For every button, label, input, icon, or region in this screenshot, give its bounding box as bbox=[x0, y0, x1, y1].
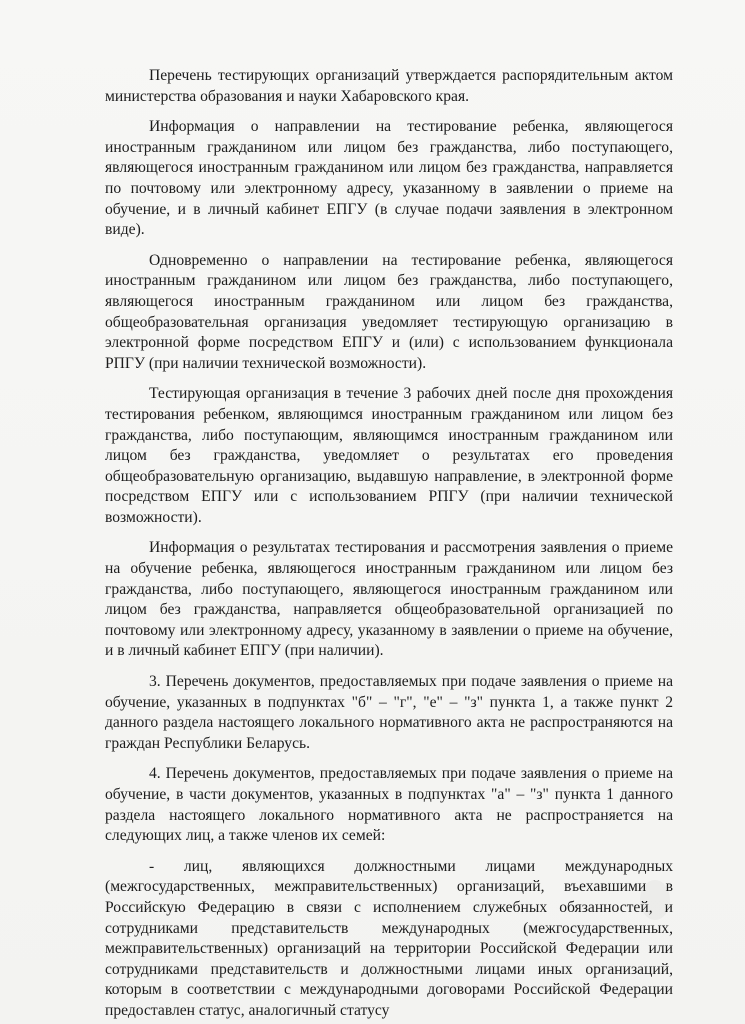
document-body bbox=[105, 66, 673, 1022]
paragraph-international-officials: - лиц, являющихся должностными лицами международных (межгосударственных, межправительственных) организаций, въехавшими в Российскую Федерацию в связи с исполнением служебных обязанностей, и сотрудниками представительств международных (межгосударственных, межправительственных) организаций на территории Российской Федерации или сотрудниками представительств и должностными лицами иных организаций, которым в соответствии с международными договорами Российской Федерации предоставлен статус, аналогичный статусу bbox=[105, 857, 673, 1019]
paragraph-simultaneous-notification: Одновременно о направлении на тестирование ребенка, являющегося иностранным гражданином или лицом без гражданства, либо поступающего, являющегося иностранным гражданином или лицом без гражданства, общеобразовательная организация уведомляет тестирующую организацию в электронной форме посредством ЕПГУ и (или) с использованием функционала РПГУ (при наличии технической возможности). bbox=[105, 251, 673, 372]
paragraph-testing-orgs-list: Перечень тестирующих организаций утверждается распорядительным актом министерства образования и науки Хабаровского края. bbox=[105, 67, 673, 105]
paragraph-results-information: Информация о результатах тестирования и рассмотрения заявления о приеме на обучение ребенка, являющегося иностранным гражданином или лицом без гражданства, либо поступающего, являющегося иностранным гражданином или лицом без гражданства, направляется общеобразовательной организацией по почтовому или электронному адресу, указанному в заявлении о приеме на обучение, и в личный кабинет ЕПГУ (при наличии). bbox=[105, 539, 673, 660]
paragraph-testing-results-notice: Тестирующая организация в течение 3 рабочих дней после дня прохождения тестирования ребенком, являющимся иностранным гражданином или лицом без гражданства, либо поступающим, являющимся иностранным гражданином или лицом без гражданства, уведомляет о результатах его проведения общеобразовательную организацию, выдавшую направление, в электронной форме посредством ЕПГУ или с использованием РПГУ (при наличии технической возможности). bbox=[105, 385, 673, 526]
paragraph-testing-referral-info: Информация о направлении на тестирование ребенка, являющегося иностранным гражданином или лицом без гражданства, либо поступающего, являющегося иностранным гражданином или лицом без гражданства, направляется по почтовому или электронному адресу, указанному в заявлении о приеме на обучение, и в личный кабинет ЕПГУ (в случае подачи заявления в электронном виде). bbox=[105, 118, 673, 239]
paragraph-clause-4-exemptions: 4. Перечень документов, предоставляемых при подаче заявления о приеме на обучение, в части документов, указанных в подпунктах "а" – "з" пункта 1 данного раздела настоящего локального нормативного акта не распространяется на следующих лиц, а также членов их семей: bbox=[105, 765, 673, 845]
paragraph-clause-3-belarus: 3. Перечень документов, предоставляемых при подаче заявления о приеме на обучение, указанных в подпунктах "б" – "г", "е" – "з" пункта 1, а также пункт 2 данного раздела настоящего локального нормативного акта не распространяются на граждан Республики Беларусь. bbox=[105, 673, 673, 752]
